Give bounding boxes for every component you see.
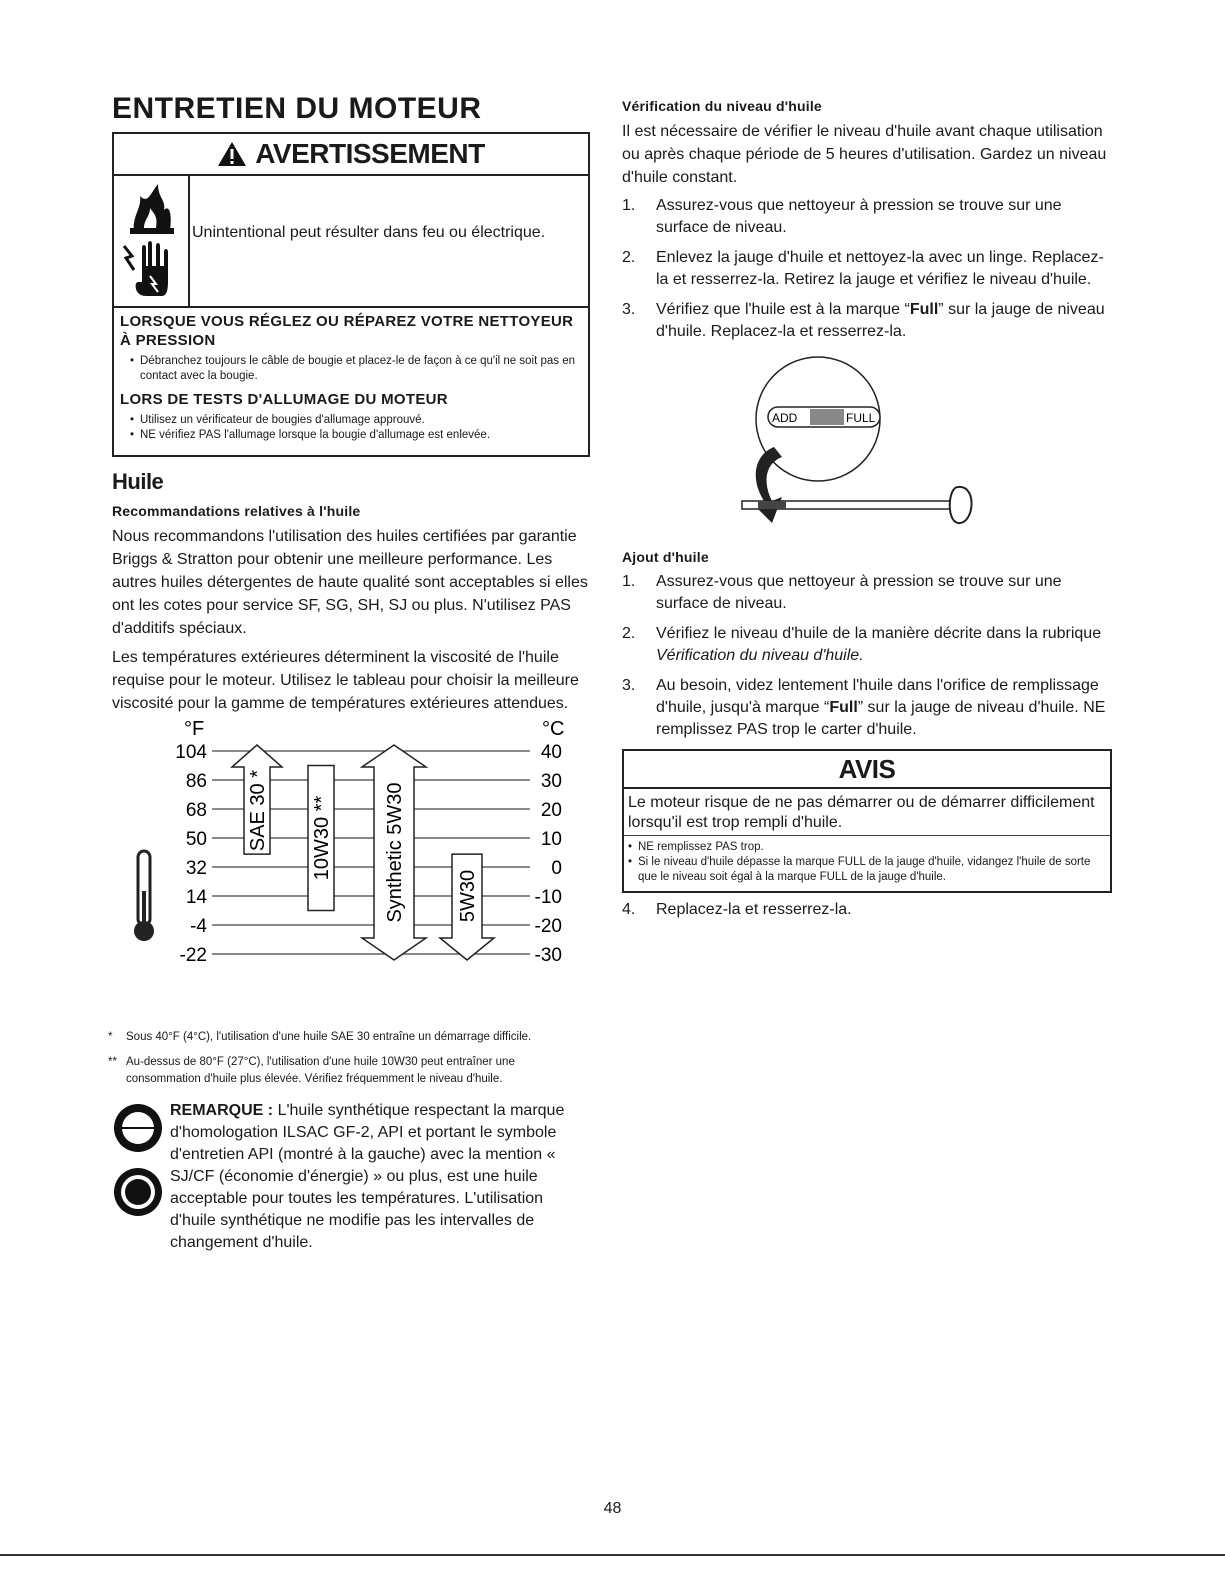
oil-range-label: 5W30 [457,869,479,923]
celsius-tick: -20 [534,916,562,937]
list-item: • Si le niveau d'huile dépasse la marque FULL de la jauge d'huile, vidangez l'huile de sorte que le niveau soit égal à la marque FULL de la jauge d'huile. [628,855,1110,885]
thermometer-mercury-icon [142,891,146,927]
footnote-mark: * [108,1031,113,1043]
list-item [622,623,1112,667]
footnote-2 [108,1054,592,1088]
electric-shock-icon [114,236,188,306]
remarque-text [170,1100,592,1254]
celsius-tick: -10 [534,887,562,908]
step-text: Replacez-la et resserrez-la. [656,901,852,918]
warning-box [112,132,590,457]
recommendations-paragraph: Nous recommandons l'utilisation des huiles certifiées par garantie Briggs & Stratton pour obtenir une meilleure performance. Les autres huiles détergentes de haute qualité sont acceptables si elles ont les cotes pour service SF, SG, SH, SJ ou plus. N'utilisez PAS d'additifs spéciaux. [112,528,588,637]
list-item [622,571,1112,615]
remarque-block [112,1100,592,1254]
page-number: 48 [603,1500,622,1517]
step-text: Vérifiez que l'huile est à la marque “ [656,301,910,318]
curved-arrow-icon [750,447,782,523]
celsius-unit-label: °C [542,721,565,740]
warning-subsection [114,308,588,455]
celsius-tick: 0 [551,858,562,879]
list-item: • NE vérifiez PAS l'allumage lorsque la bougie d'allumage est enlevée. [130,428,582,443]
warning-bullets-1 [120,354,582,384]
section-title: ENTRETIEN DU MOTEUR [112,92,482,125]
fahrenheit-tick: 68 [185,800,207,821]
fahrenheit-tick: 86 [185,771,207,792]
step-text: ” sur la jauge de niveau d'huile. NE remplissez PAS trop le carter d'huile. [656,699,1106,738]
oil-heading: Huile [112,469,164,494]
footnote-text: Sous 40°F (4°C), l'utilisation d'une huile SAE 30 entraîne un démarrage difficile. [126,1031,532,1043]
step-number: 1. [622,197,636,214]
step-number: 3. [622,301,636,318]
celsius-tick: 20 [540,800,562,821]
notice-text: Le moteur risque de ne pas démarrer ou de démarrer difficilement lorsqu'il est trop rempli d'huile. [624,789,1110,836]
temperature-paragraph: Les températures extérieures déterminent la viscosité de l'huile requise pour le moteur. Utilisez le tableau pour choisir la meilleure viscosité pour la gamme de températures extérieures attendues. [112,649,579,712]
viscosity-chart [112,721,592,1021]
list-item [622,195,1112,239]
warning-icons [114,176,190,306]
api-logos [112,1100,170,1254]
list-item [622,899,1112,921]
check-intro: Il est nécessaire de vérifier le niveau d'huile avant chaque utilisation ou après chaque période de 5 heures d'utilisation. Gardez un niveau d'huile constant. [622,123,1107,186]
list-item [622,247,1112,291]
fahrenheit-tick: 104 [175,742,207,763]
notice-bullets [624,840,1110,885]
warning-bullets-2 [120,413,582,443]
list-item: • Débranchez toujours le câble de bougie et placez-le de façon à ce qu'il ne soit pas en contact avec la bougie. [130,354,582,384]
api-service-symbol-icon [112,1100,168,1230]
step-number: 1. [622,573,636,590]
warning-triangle-icon [217,141,247,167]
add-steps [622,571,1112,741]
fahrenheit-unit-label: °F [184,721,205,740]
step-emphasis: Full [909,301,939,318]
viscosity-chart-svg [112,721,592,1021]
footnote-mark: ** [108,1056,117,1068]
warning-text: Unintentional peut résulter dans feu ou électrique. [192,224,546,241]
page-bottom-rule [0,1554,1225,1556]
step-text: Au besoin, videz lentement l'huile dans l'orifice de remplissage d'huile, jusqu'à marque “ [656,677,1099,716]
step-text: Assurez-vous que nettoyeur à pression se trouve sur une surface de niveau. [656,197,1062,236]
list-item [622,299,1112,343]
dipstick-add-label: ADD [772,411,798,425]
dipstick-cap-icon [950,487,972,523]
check-steps [622,195,1112,343]
remarque-label: REMARQUE : [170,1102,274,1119]
warning-subtitle-2: LORS DE TESTS D'ALLUMAGE DU MOTEUR [120,391,448,408]
step-text: Enlevez la jauge d'huile et nettoyez-la avec un linge. Replacez-la et resserrez-la. Retirez la jauge et vérifiez le niveau d'huile. [656,249,1104,288]
oil-range-label: Synthetic 5W30 [384,782,406,923]
dipstick-full-label: FULL [846,411,876,425]
warning-header [114,134,588,176]
list-item: • NE remplissez PAS trop. [628,840,1110,855]
step-text: Vérifiez le niveau d'huile de la manière décrite dans la rubrique [656,625,1102,642]
fahrenheit-tick: 32 [185,858,207,879]
fahrenheit-tick: 14 [185,887,207,908]
step-number: 4. [622,901,636,918]
warning-icons-row [114,176,588,308]
recommendations-heading: Recommandations relatives à l'huile [112,503,361,519]
left-column [108,92,592,1254]
step-reference: Vérification du niveau d'huile. [656,647,864,664]
step-number: 2. [622,625,636,642]
notice-title: AVIS [624,751,1110,789]
fahrenheit-tick: -4 [190,916,207,937]
oil-range-label: 10W30 ** [311,795,333,881]
oil-range-label: SAE 30 * [247,769,269,852]
fahrenheit-tick: 50 [185,829,207,850]
list-item: • Utilisez un vérificateur de bougies d'allumage approuvé. [130,413,582,428]
celsius-tick: 40 [540,742,562,763]
footnote-text: Au-dessus de 80°F (27°C), l'utilisation d'une huile 10W30 peut entraîner une consommation d'huile plus élevée. Vérifiez fréquemment le niveau d'huile. [126,1056,515,1085]
warning-subtitle-1: LORSQUE VOUS RÉGLEZ OU RÉPAREZ VOTRE NETTOYEUR À PRESSION [120,313,574,349]
check-heading: Vérification du niveau d'huile [622,98,822,114]
celsius-tick: 30 [540,771,562,792]
fahrenheit-tick: -22 [179,945,207,966]
step-emphasis: Full [829,699,858,716]
celsius-tick: 10 [540,829,562,850]
step-number: 2. [622,249,636,266]
step-text: Assurez-vous que nettoyeur à pression se trouve sur une surface de niveau. [656,573,1062,612]
step-text: ” sur la jauge de niveau d'huile. Replacez-la et resserrez-la. [656,301,1105,340]
add-oil-heading: Ajout d'huile [622,549,709,565]
footnote-1 [108,1029,592,1046]
warning-title: AVERTISSEMENT [255,138,485,169]
step-number: 3. [622,677,636,694]
dipstick-illustration [622,351,1112,541]
final-step [622,899,1112,921]
celsius-tick: -30 [534,945,562,966]
notice-box [622,749,1112,893]
remarque-body: L'huile synthétique respectant la marque d'homologation ILSAC GF-2, API et portant le symbole d'entretien API (montré à la gauche) avec la mention « SJ/CF (économie d'énergie) » ou plus, est une huile acceptable pour toutes les températures. L'utilisation d'huile synthétique ne modifie pas les intervalles de changement d'huile. [170,1102,565,1251]
right-column [622,98,1112,929]
list-item [622,675,1112,741]
